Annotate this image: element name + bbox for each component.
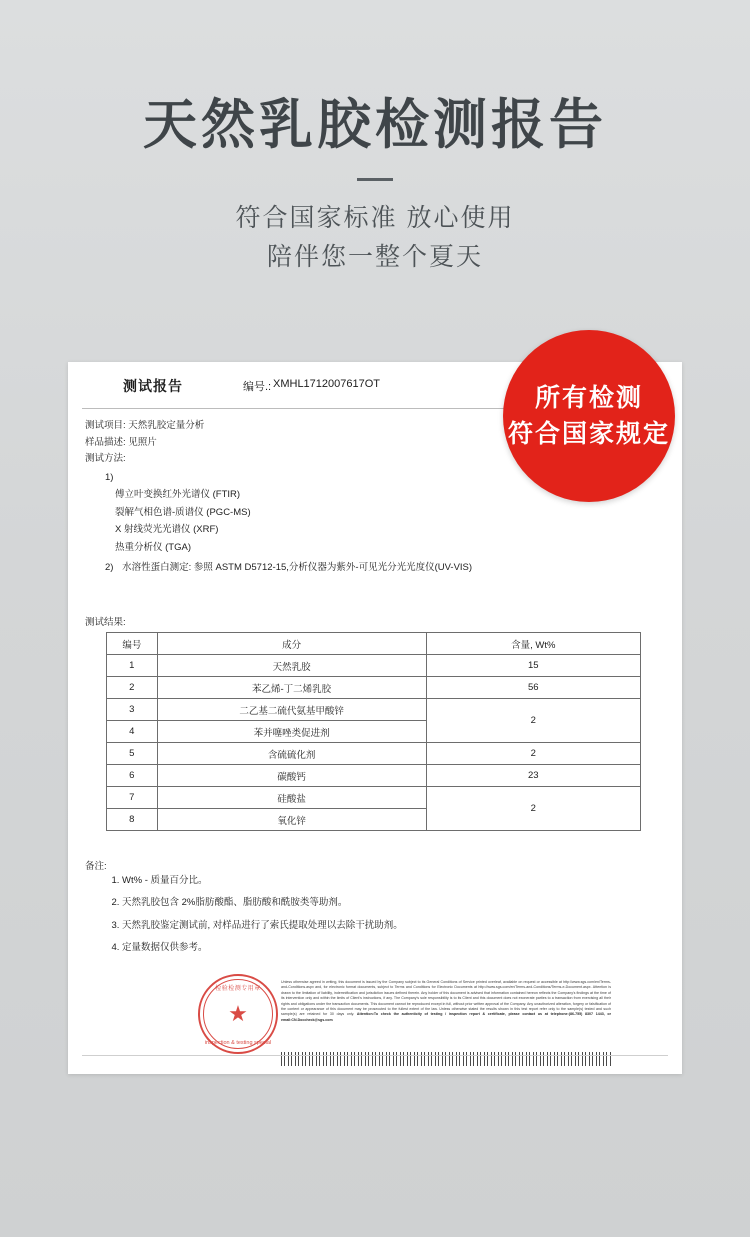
badge-line-2: 符合国家规定 [507,420,670,448]
star-icon: ★ [228,1001,248,1026]
badge-line-1: 所有检测 [534,383,643,412]
cell-no: 4 [107,721,158,743]
cell-value: 2 [426,787,640,831]
page-title: 天然乳胶检测报告 [143,95,607,155]
cell-component: 氧化锌 [157,809,426,831]
legal-disclaimer [281,980,611,1023]
sample-description-line: 样品描述: 见照片 [85,436,157,448]
cell-value: 56 [426,677,640,699]
cell-no: 3 [107,699,158,721]
notes-list [98,870,652,959]
cell-component: 苯并噻唑类促进剂 [157,721,426,743]
report-number-label: 编号.: [243,381,272,393]
method-item: X 射线荧光光谱仪 (XRF) [115,524,219,536]
table-row [107,787,641,809]
cell-component: 硅酸盐 [157,787,426,809]
test-method-label: 测试方法: [85,453,126,465]
certification-badge [503,330,675,502]
seal-bottom-text: inspection & testing special [204,1040,272,1046]
note-item: 2. 天然乳胶包含 2%脂肪酸酯、脂肪酸和酰胺类等助剂。 [122,892,652,914]
cell-no: 5 [107,743,158,765]
method-group-1-index: 1) [105,471,114,483]
column-header-component: 成分 [157,633,426,655]
results-table [106,632,641,831]
cell-no: 2 [107,677,158,699]
report-title: 测试报告 [123,378,183,394]
note-item: 4. 定量数据仅供参考。 [122,937,652,959]
official-seal-icon [198,974,278,1054]
cell-component: 含硫硫化剂 [157,743,426,765]
footer-divider [82,1055,668,1056]
cell-no: 6 [107,765,158,787]
cell-component: 二乙基二硫代氨基甲酸锌 [157,699,426,721]
cell-component: 苯乙烯-丁二烯乳胶 [157,677,426,699]
promo-header [0,94,750,277]
cell-component: 碳酸钙 [157,765,426,787]
legal-text: Unless otherwise agreed in writing, this document is issued by the Company subject to its General Conditions of Service printed overleaf, available on request or accessible at http://www.sgs.com/en/Terms-and-Conditions.aspx and, for electronic format documents, subject to Terms and Conditions for Electronic Documents at http://www.sgs.com/en/Terms-and-Conditions/Terms-e-Document.aspx. Attention is drawn to the limitation of liability, indemnification and jurisdiction issues defined therein. Any holder of this document is advised that information contained hereon reflects the Company's findings at the time of its intervention only and within the limits of Client's instructions, if any. The Company's sole responsibility is to its Client and this document does not exonerate parties to a transaction from exercising all their rights and obligations under the transaction documents. This document cannot be reproduced except in full, without prior written approval of the Company. Any unauthorized alteration, forgery or falsification of the content or appearance of this document may be prosecuted to the fullest extent of the law. Unless otherwise stated the results shown in this test report refer only to the sample(s) tested and such sample(s) are retained for 30 days only. [281,980,611,1017]
table-row [107,743,641,765]
cell-no: 7 [107,787,158,809]
table-row [107,699,641,721]
table-row [107,655,641,677]
cell-value: 2 [426,743,640,765]
cell-no: 8 [107,809,158,831]
column-header-value: 含量, Wt% [426,633,640,655]
cell-component: 天然乳胶 [157,655,426,677]
cell-value: 2 [426,699,640,743]
method-group-2-index: 2) [105,561,114,573]
method-item: 水溶性蛋白测定: 参照 ASTM D5712-15,分析仪器为紫外-可见光分光光度仪(UV-VIS) [122,561,473,573]
seal-top-text: 检验检测专用章 [215,986,261,992]
test-item-line: 测试项目: 天然乳胶定量分析 [85,420,205,431]
note-item: 3. 天然乳胶鉴定测试前, 对样品进行了索氏提取处理以去除干扰助剂。 [122,915,652,937]
notes-label: 备注: [85,861,107,872]
column-header-no: 编号 [107,633,158,655]
cell-value: 23 [426,765,640,787]
title-divider [357,178,393,181]
legal-attention: Attention:To check the authenticity of testing / inspection report & certificate, please contact us at telephone:(86-755) 8307 1443, or email:CN.Doccheck@sgs.com [281,1012,611,1022]
note-item: 1. Wt% - 质量百分比。 [122,870,652,892]
subtitle-line-2: 陪伴您一整个夏天 [266,242,483,271]
method-item: 裂解气相色谱-质谱仪 (PGC-MS) [115,506,251,518]
table-row [107,765,641,787]
cell-value: 15 [426,655,640,677]
report-number-value: XMHL1712007617OT [273,378,381,390]
method-group-2 [105,560,665,576]
method-item: 热重分析仪 (TGA) [115,541,191,553]
method-item: 傅立叶变换红外光谱仪 (FTIR) [115,489,241,501]
results-label: 测试结果: [85,617,126,628]
table-row [107,677,641,699]
cell-no: 1 [107,655,158,677]
subtitle-line-1: 符合国家标准 放心使用 [235,204,515,233]
table-header-row [107,633,641,655]
